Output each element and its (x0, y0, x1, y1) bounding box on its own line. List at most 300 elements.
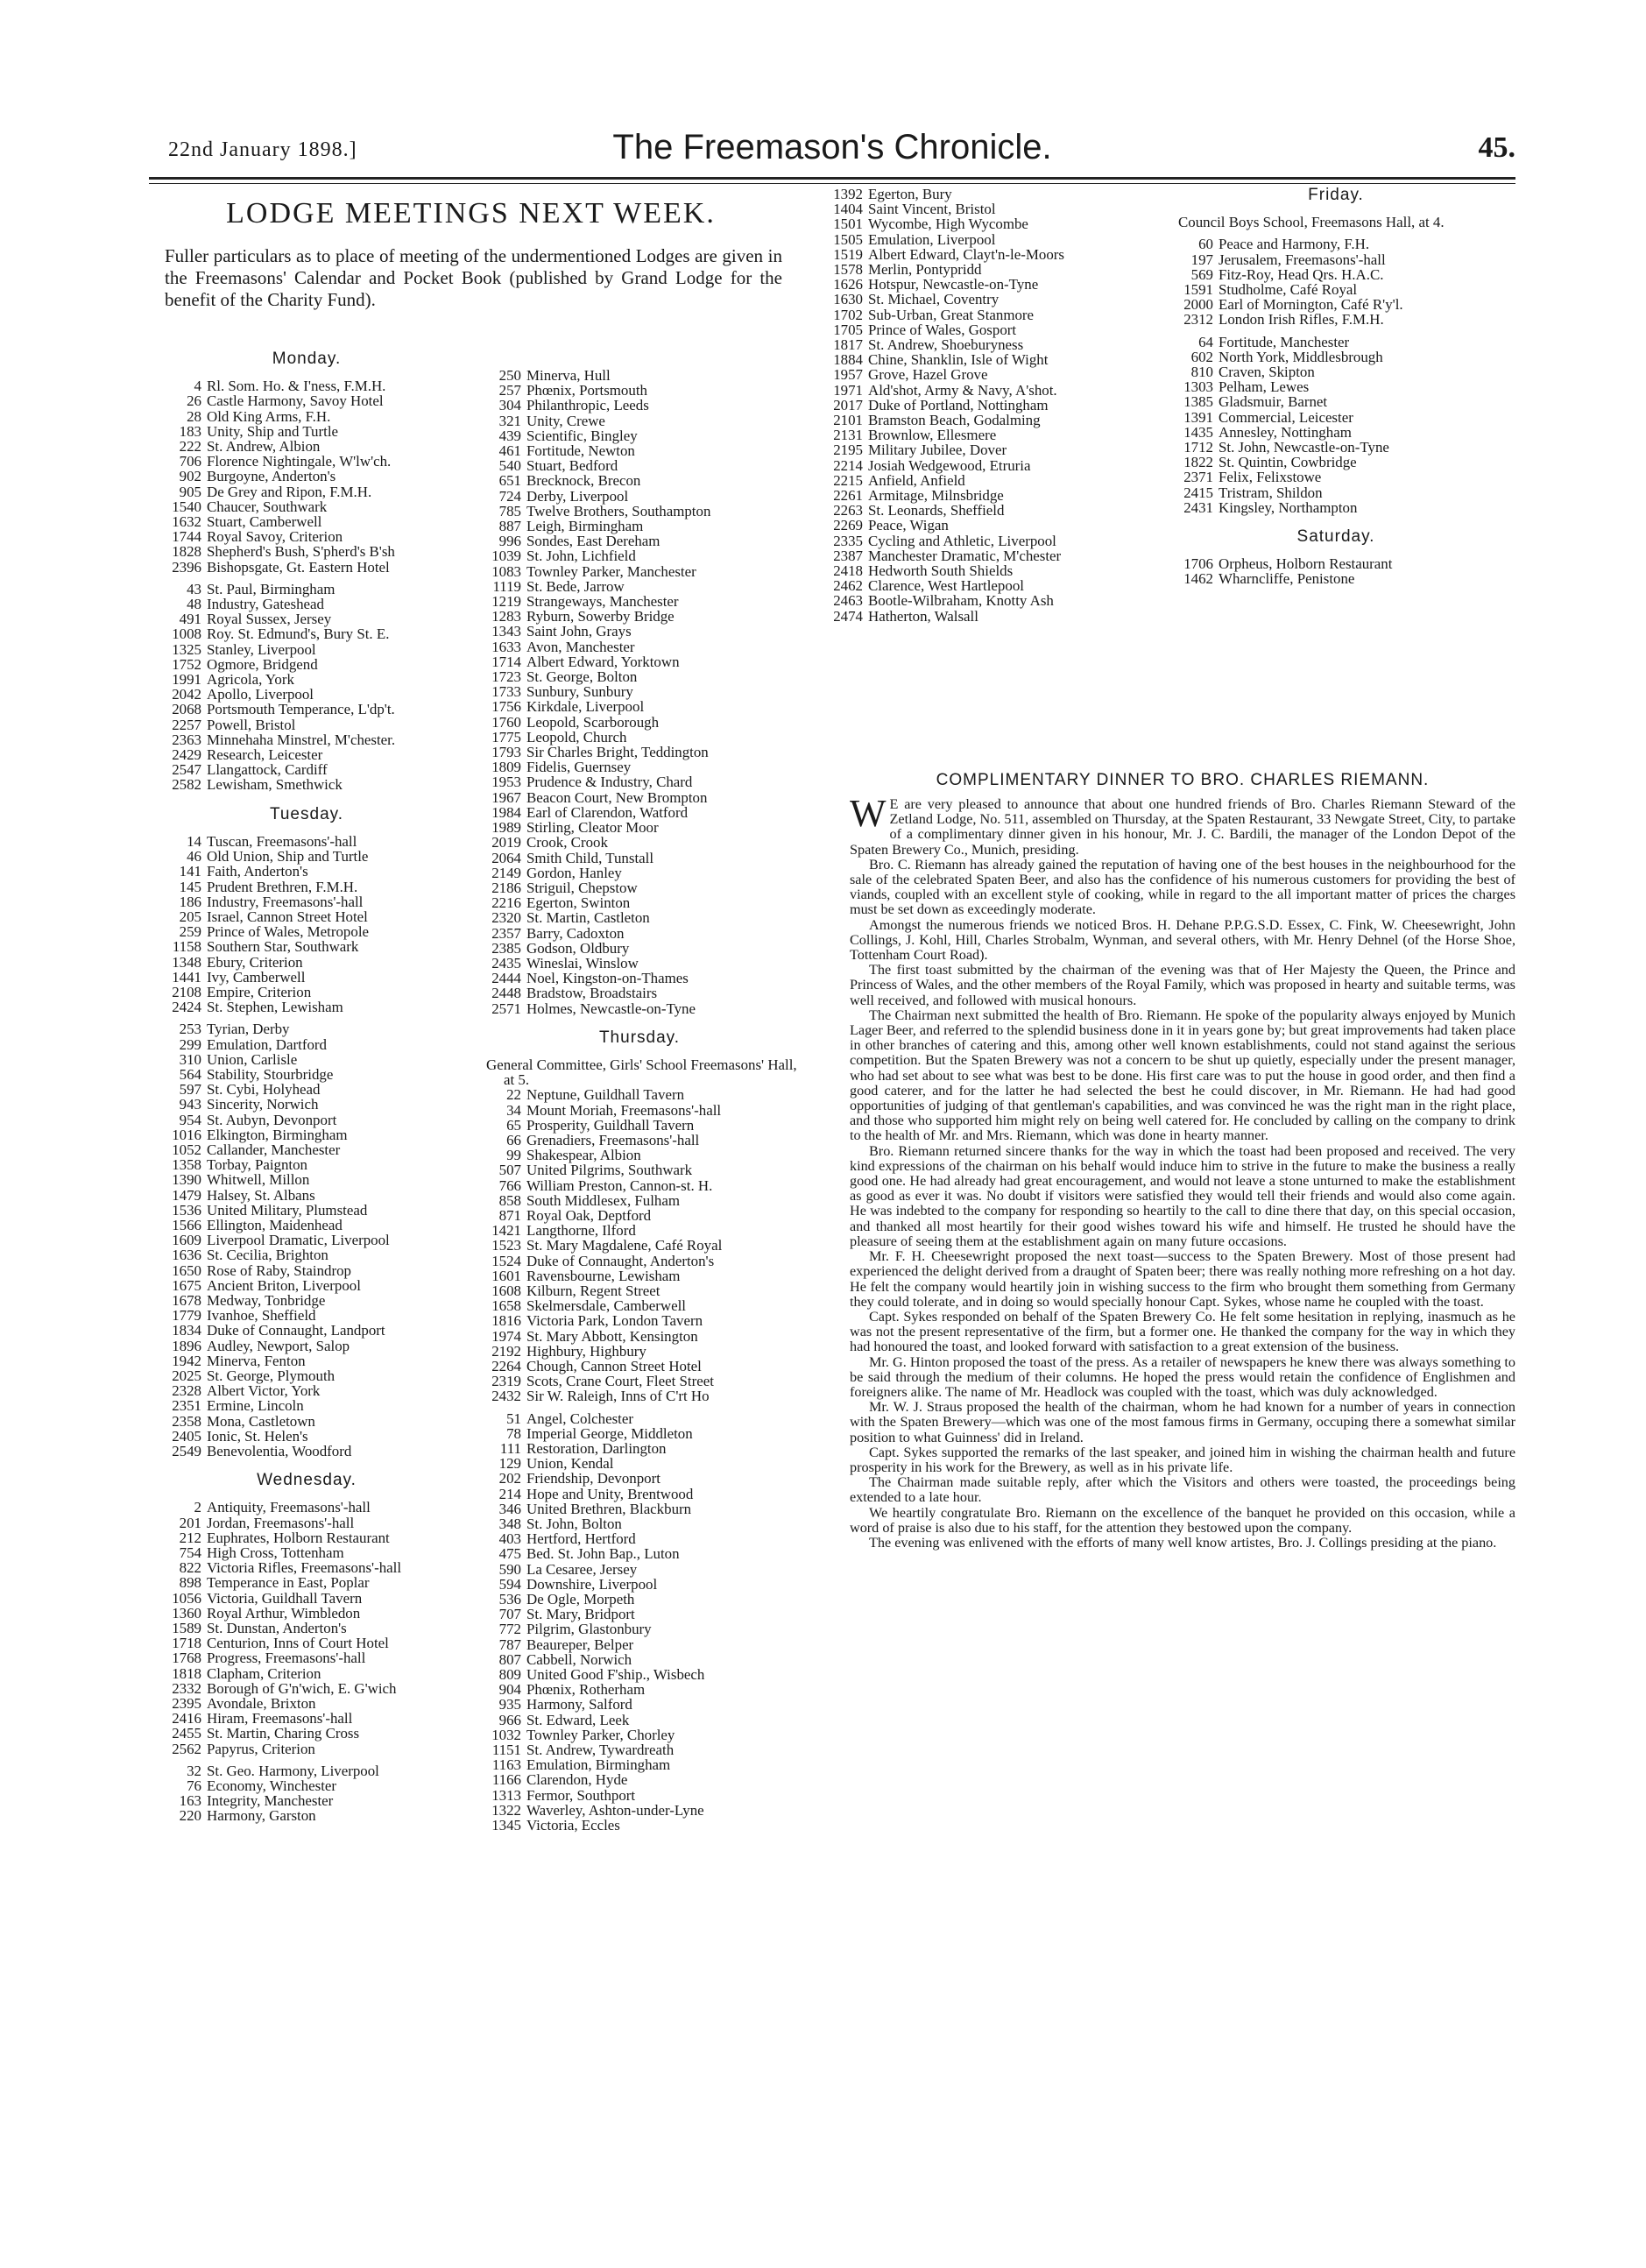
lodge-entry (149, 514, 464, 529)
lodge-name-place: Sir Charles Bright, Teddington (526, 744, 709, 761)
lodge-number: 898 (179, 1574, 201, 1592)
lodge-number: 64 (1198, 333, 1213, 350)
lodge-number: 1718 (172, 1635, 201, 1652)
lodge-number: 996 (498, 533, 521, 550)
lodge-number: 1967 (491, 788, 521, 806)
lodge-name-place: Armitage, Milnsbridge (868, 487, 1004, 505)
lodge-number: 766 (498, 1176, 521, 1194)
lodge-name-place: Bootle-Wilbraham, Knotty Ash (868, 592, 1054, 610)
lodge-name-place: St. John, Lichfield (526, 548, 636, 565)
lodge-entry (149, 1142, 464, 1157)
lodge-number: 1712 (1183, 439, 1213, 456)
lodge-entry (469, 1456, 810, 1471)
lodge-number: 141 (179, 863, 201, 880)
lodge-name-place: St. Mary, Bridport (526, 1606, 635, 1623)
lodge-number: 14 (187, 832, 201, 850)
lodge-entry (810, 307, 1161, 322)
lodge-number: 1441 (172, 968, 201, 986)
lodge-number: 1385 (1183, 393, 1213, 411)
lodge-entry (810, 458, 1161, 473)
lodge-number: 1462 (1183, 570, 1213, 588)
lodge-entry (149, 1082, 464, 1097)
lodge-entry (810, 337, 1161, 352)
lodge-entry (469, 1254, 810, 1268)
lodge-entry (469, 458, 810, 473)
lodge-name-place: Restoration, Darlington (526, 1440, 667, 1458)
lodge-entry (149, 1414, 464, 1429)
lodge-number: 2418 (833, 562, 863, 580)
lodge-list (1161, 237, 1511, 327)
lodge-entry (469, 1757, 810, 1772)
article-paragraph: The Chairman made suitable reply, after which the Visitors and others were toasted, the proceedings being extended to a late hour. (850, 1474, 1515, 1506)
lodge-number: 1991 (172, 671, 201, 689)
lodge-name-place: St. Andrew, Shoeburyness (868, 336, 1024, 354)
paragraph-text: E are very pleased to announce that about one hundred friends of Bro. Charles Riemann Steward of the Zetland Lodge, No. 511, assembled on Thursday, at the Spaten Restaurant, 33 Newgate Street, City, to partake of a complimentary dinner given in his honour, Mr. J. C. Bardili, the manager of the London Depot of the Spaten Brewery Co., Munich, presiding. (850, 796, 1515, 858)
lodge-entry (469, 1103, 810, 1118)
lodge-entry (149, 642, 464, 657)
lodge-entry (469, 669, 810, 684)
lodge-number: 310 (179, 1050, 201, 1068)
column-2 (469, 368, 810, 1833)
lodge-name-place: Fidelis, Guernsey (526, 759, 632, 776)
lodge-number: 1039 (491, 548, 521, 565)
lodge-entry (149, 393, 464, 408)
lodge-entry (149, 1429, 464, 1444)
lodge-name-place: Leigh, Birmingham (526, 518, 644, 535)
lodge-entry (810, 548, 1161, 563)
lodge-entry (469, 1471, 810, 1486)
lodge-entry (469, 1803, 810, 1818)
lodge-name-place: Commercial, Leicester (1219, 408, 1353, 426)
article-paragraph: The Chairman next submitted the health of Bro. Riemann. He spoke of the popularity always enjoyed by Munich Lager Beer, and referred to the splendid business done in it in years gone by; but great improvements had taken place in other branches of catering and this, among other well known establishments, could not stand against the serious competition. But the Spaten Brewery was not a concern to be shut up quietly, especially under the present manager, who had set about to see what was best to be done. His first care was to put the house in good order, and then find a good caterer, and for the latter he had selected the best he could discover, in Mr. Riemann. He had had good opportunities of judging of that gentleman's capabilities, and was convinced he was the right man in the right place, and those who supported him might rely on being well catered for. He concluded by calling on the company to drink to the health of Mr. and Mrs. Riemann, which was done in hearty manner. (850, 1007, 1515, 1144)
lodge-number: 1345 (491, 1817, 521, 1834)
lodge-number: 2108 (172, 983, 201, 1000)
lodge-name-place: Holmes, Newcastle-on-Tyne (526, 1000, 696, 1017)
lodge-entry (810, 563, 1161, 578)
lodge-entry (469, 895, 810, 910)
lodge-entry (469, 428, 810, 443)
lodge-entry (149, 1398, 464, 1413)
lodge-entry (149, 717, 464, 732)
lodge-number: 1391 (1183, 408, 1213, 426)
lodge-number: 2357 (491, 924, 521, 942)
lodge-number: 2335 (833, 532, 863, 549)
lodge-entry (149, 657, 464, 672)
lodge-entry (469, 1487, 810, 1501)
lodge-number: 2363 (172, 731, 201, 748)
lodge-list (469, 1087, 810, 1403)
lodge-name-place: St. Stephen, Lewisham (207, 999, 343, 1016)
lodge-number: 1325 (172, 640, 201, 658)
lodge-entry (149, 1666, 464, 1681)
lodge-name-place: Ivanhoe, Sheffield (207, 1307, 316, 1325)
lodge-name-place: Stuart, Bedford (526, 457, 618, 475)
lodge-entry (149, 747, 464, 762)
lodge-name-place: Rl. Som. Ho. & I'ness, F.M.H. (207, 378, 386, 395)
lodge-name-place: Striguil, Chepstow (526, 879, 638, 896)
lodge-name-place: Imperial George, Middleton (526, 1424, 693, 1442)
lodge-entry (469, 624, 810, 639)
lodge-entry (1161, 556, 1511, 571)
lodge-name-place: Albert Victor, York (207, 1382, 321, 1400)
lodge-number: 2462 (833, 577, 863, 595)
lodge-entry (149, 1696, 464, 1711)
lodge-entry (810, 187, 1161, 201)
day-heading-saturday: Saturday. (1296, 527, 1375, 547)
lodge-number: 26 (187, 392, 201, 410)
lodge-entry (149, 1575, 464, 1590)
lodge-name-place: Grove, Hazel Grove (868, 366, 988, 384)
lodge-number: 887 (498, 518, 521, 535)
lodge-number: 809 (498, 1666, 521, 1684)
lodge-name-place: Integrity, Manchester (207, 1792, 334, 1810)
lodge-name-place: Manchester Dramatic, M'chester (868, 547, 1062, 564)
lodge-name-place: Hotspur, Newcastle-on-Tyne (868, 276, 1039, 293)
lodge-number: 1723 (491, 668, 521, 686)
lodge-entry (149, 1383, 464, 1398)
lodge-number: 1756 (491, 698, 521, 716)
lodge-number: 491 (179, 611, 201, 628)
lodge-entry (149, 1636, 464, 1650)
lodge-name-place: Ald'shot, Army & Navy, A'shot. (868, 381, 1057, 399)
lodge-number: 2019 (491, 834, 521, 851)
lodge-number: 1626 (833, 276, 863, 293)
article-paragraph: We heartily congratulate Bro. Riemann on the excellence of the banquet he provided on this occasion, while a word of praise is also due to his staff, for the attention they bestowed upon the company. (850, 1504, 1515, 1536)
lodge-number: 2385 (491, 939, 521, 957)
lodge-entry (149, 777, 464, 792)
lodge-name-place: Faith, Anderton's (207, 863, 308, 880)
lodge-name-place: Scientific, Bingley (526, 427, 638, 444)
lodge-name-place: La Cesaree, Jersey (526, 1560, 638, 1578)
lodge-entry (469, 1313, 810, 1328)
lodge-number: 1744 (172, 528, 201, 546)
lodge-entry (469, 1193, 810, 1208)
lodge-entry (149, 484, 464, 499)
lodge-entry (469, 1374, 810, 1388)
lodge-number: 1083 (491, 562, 521, 580)
lodge-name-place: Clarendon, Hyde (526, 1771, 628, 1789)
lodge-entry (469, 851, 810, 866)
lodge-name-place: Avondale, Brixton (207, 1695, 316, 1713)
lodge-name-place: Union, Carlisle (207, 1050, 298, 1068)
lodge-number: 2455 (172, 1725, 201, 1742)
lodge-number: 810 (1190, 364, 1213, 381)
lodge-number: 1608 (491, 1282, 521, 1299)
lodge-name-place: London Irish Rifles, F.M.H. (1219, 311, 1384, 329)
lodge-name-place: Langthorne, Ilford (526, 1222, 636, 1240)
lodge-name-place: Angel, Colchester (526, 1410, 633, 1427)
lodge-number: 214 (498, 1485, 521, 1502)
lodge-entry (469, 790, 810, 805)
lodge-name-place: Royal Arthur, Wimbledon (207, 1604, 361, 1622)
lodge-entry (149, 1097, 464, 1112)
lodge-number: 1818 (172, 1664, 201, 1682)
lodge-number: 1524 (491, 1252, 521, 1269)
lodge-number: 1566 (172, 1216, 201, 1233)
lodge-name-place: Sir W. Raleigh, Inns of C'rt Ho (526, 1388, 710, 1405)
lodge-entry (469, 1426, 810, 1441)
lodge-number: 1775 (491, 728, 521, 745)
lodge-name-place: Tristram, Shildon (1219, 484, 1323, 501)
lodge-entry (1161, 297, 1511, 312)
lodge-entry (469, 1283, 810, 1298)
lodge-name-place: Skelmersdale, Camberwell (526, 1297, 686, 1315)
lodge-number: 1817 (833, 336, 863, 354)
lodge-number: 822 (179, 1559, 201, 1577)
lodge-number: 2448 (491, 985, 521, 1002)
lodge-name-place: Egerton, Bury (868, 186, 952, 202)
lodge-entry (1161, 237, 1511, 251)
lodge-number: 348 (498, 1516, 521, 1533)
lodge-name-place: United Good F'ship., Wisbech (526, 1666, 705, 1684)
lodge-number: 48 (187, 596, 201, 613)
day-heading-thursday: Thursday. (598, 1028, 681, 1047)
lodge-entry (149, 1021, 464, 1036)
lodge-name-place: Borough of G'n'wich, E. G'wich (207, 1679, 397, 1697)
lodge-list (149, 1763, 464, 1824)
lodge-number: 2257 (172, 716, 201, 733)
lodge-number: 2547 (172, 761, 201, 779)
lodge-number: 1591 (1183, 281, 1213, 299)
lodge-number: 902 (179, 468, 201, 485)
lodge-number: 1016 (172, 1126, 201, 1143)
lodge-entry (469, 1238, 810, 1253)
lodge-name-place: De Ogle, Morpeth (526, 1591, 635, 1608)
article-paragraph: Mr. F. H. Cheesewright proposed the next toast—success to the Spaten Brewery. Most of those present had experienced the delight derived from a draught of Spaten beer; there was really nothing more refreshing on a hot day. He felt the company would heartily join in wishing success to the firm who brought them something from Germany they could tolerate, and in doing so would specially honour Capt. Sykes, whose name he coupled with the toast. (850, 1248, 1515, 1310)
lodge-name-place: Antiquity, Freemasons'-hall (207, 1499, 371, 1516)
lodge-entry (469, 1652, 810, 1667)
lodge-name-place: Ellington, Maidenhead (207, 1216, 343, 1233)
lodge-list (149, 1500, 464, 1756)
lodge-entry (469, 594, 810, 609)
lodge-name-place: Friendship, Devonport (526, 1470, 661, 1487)
lodge-entry (469, 699, 810, 714)
lodge-entry (149, 409, 464, 424)
lodge-entry (469, 368, 810, 383)
lodge-number: 1523 (491, 1237, 521, 1254)
lodge-entry (149, 894, 464, 909)
lodge-number: 904 (498, 1681, 521, 1699)
lodge-entry (149, 1293, 464, 1308)
lodge-number: 2017 (833, 396, 863, 413)
friday-note: Council Boys School, Freemasons Hall, at 4. (1178, 214, 1445, 231)
lodge-number: 1658 (491, 1297, 521, 1315)
lodge-entry (810, 247, 1161, 262)
lodge-entry (149, 499, 464, 514)
header-rule (149, 177, 1515, 180)
day-heading-wednesday: Wednesday. (257, 1471, 357, 1490)
lodge-number: 111 (499, 1440, 521, 1458)
lodge-entry (149, 702, 464, 717)
lodge-number: 2319 (491, 1373, 521, 1390)
lodge-number: 220 (179, 1807, 201, 1825)
lodge-name-place: Gladsmuir, Barnet (1219, 393, 1328, 411)
lodge-name-place: United Military, Plumstead (207, 1201, 368, 1219)
lodge-number: 707 (498, 1606, 521, 1623)
lodge-entry (1161, 379, 1511, 394)
lodge-number: 2396 (172, 558, 201, 576)
lodge-entry (469, 805, 810, 820)
lodge-name-place: St. John, Newcastle-on-Tyne (1219, 439, 1389, 456)
lodge-entry (810, 201, 1161, 216)
lodge-name-place: Stanley, Liverpool (207, 640, 316, 658)
lodge-name-place: Stuart, Camberwell (207, 513, 322, 531)
lodge-number: 1008 (172, 625, 201, 643)
lodge-number: 1163 (491, 1756, 521, 1774)
lodge-name-place: St. Quintin, Cowbridge (1219, 454, 1357, 471)
lodge-name-place: Earl of Clarendon, Watford (526, 803, 689, 821)
lodge-entry (469, 684, 810, 699)
lodge-name-place: Albert Edward, Clayt'n-le-Moors (868, 245, 1064, 263)
lodge-name-place: Duke of Connaught, Landport (207, 1322, 385, 1339)
lodge-number: 2395 (172, 1695, 201, 1713)
lodge-name-place: Crook, Crook (526, 834, 608, 851)
lodge-name-place: High Cross, Tottenham (207, 1544, 344, 1562)
lodge-entry (149, 1037, 464, 1052)
lodge-entry (469, 1713, 810, 1727)
page-header (149, 123, 1515, 175)
lodge-number: 2025 (172, 1367, 201, 1384)
lodge-entry (469, 1501, 810, 1516)
lodge-name-place: Victoria Park, London Tavern (526, 1312, 703, 1330)
lodge-number: 1501 (833, 215, 863, 233)
lodge-name-place: Lewisham, Smethwick (207, 776, 343, 794)
article-paragraph: The evening was enlivened with the efforts of many well know artistes, Bro. J. Collings presiding at the piano. (869, 1534, 1497, 1551)
lodge-name-place: Audley, Newport, Salop (207, 1337, 350, 1354)
lodge-name-place: Hiram, Freemasons'-hall (207, 1710, 353, 1727)
lodge-name-place: Liverpool Dramatic, Liverpool (207, 1232, 390, 1249)
lodge-number: 1675 (172, 1276, 201, 1294)
lodge-name-place: Tuscan, Freemasons'-hall (207, 832, 357, 850)
lodge-number: 1760 (491, 713, 521, 731)
lodge-name-place: Industry, Gateshead (207, 596, 324, 613)
lodge-list (149, 582, 464, 793)
lodge-entry (149, 732, 464, 747)
lodge-entry (469, 941, 810, 956)
lodge-number: 28 (187, 407, 201, 425)
lodge-entry (149, 1323, 464, 1338)
lodge-number: 954 (179, 1111, 201, 1128)
lodge-list (1161, 556, 1511, 586)
lodge-name-place: Grenadiers, Freemasons'-hall (526, 1131, 700, 1148)
lodge-number: 651 (498, 472, 521, 490)
lodge-number: 2463 (833, 592, 863, 610)
lodge-entry (469, 1268, 810, 1283)
lodge-entry (469, 910, 810, 925)
lodge-entry (469, 971, 810, 986)
lodge-entry (149, 626, 464, 641)
lodge-number: 321 (498, 412, 521, 429)
lodge-number: 1678 (172, 1291, 201, 1309)
lodge-number: 2549 (172, 1443, 201, 1460)
lodge-number: 2424 (172, 999, 201, 1016)
lodge-number: 201 (179, 1514, 201, 1531)
lodge-entry (149, 762, 464, 777)
lodge-entry (149, 1218, 464, 1233)
lodge-name-place: Kingsley, Northampton (1219, 498, 1358, 516)
lodge-entry (149, 454, 464, 469)
lodge-entry (149, 672, 464, 687)
lodge-entry (469, 1223, 810, 1238)
lodge-number: 1519 (833, 245, 863, 263)
lodge-name-place: Tyrian, Derby (207, 1021, 290, 1038)
lodge-name-place: Avon, Manchester (526, 638, 635, 655)
lodge-name-place: Saint Vincent, Bristol (868, 201, 996, 218)
lodge-name-place: St. Mary Magdalene, Café Royal (526, 1237, 723, 1254)
lodge-name-place: Ryburn, Sowerby Bridge (526, 608, 675, 625)
lodge-entry (469, 1441, 810, 1456)
lodge-number: 2101 (833, 412, 863, 429)
lodge-entry (1161, 470, 1511, 484)
lodge-number: 724 (498, 487, 521, 505)
lodge-name-place: Beacon Court, New Brompton (526, 788, 708, 806)
lodge-number: 2429 (172, 746, 201, 764)
lodge-name-place: Burgoyne, Anderton's (207, 468, 336, 485)
lodge-entry (149, 955, 464, 970)
lodge-number: 1779 (172, 1307, 201, 1325)
article-paragraph: Capt. Sykes responded on behalf of the Spaten Brewery Co. He felt some hesitation in replying, inasmuch as he was not the present representative of the firm, but a former one. He thanked the company for the way in which they had honoured the toast, and looked forward with satisfaction to a great extension of the business. (850, 1308, 1515, 1355)
lodge-name-place: Duke of Portland, Nottingham (868, 396, 1049, 413)
lodge-name-place: Shepherd's Bush, S'pherd's B'sh (207, 543, 395, 561)
lodge-entry (149, 582, 464, 597)
lodge-entry (810, 578, 1161, 593)
lodge-entry (1161, 350, 1511, 364)
lodge-entry (149, 1188, 464, 1203)
lodge-name-place: Phœnix, Portsmouth (526, 382, 647, 399)
lodge-entry (469, 926, 810, 941)
lodge-entry (469, 1622, 810, 1636)
lodge-number: 461 (498, 442, 521, 460)
lodge-name-place: Sub-Urban, Great Stanmore (868, 306, 1035, 323)
lodge-entry (1161, 571, 1511, 586)
lodge-entry (149, 909, 464, 924)
lodge-entry (469, 1637, 810, 1652)
lodge-entry (469, 489, 810, 504)
lodge-entry (149, 1591, 464, 1606)
lodge-name-place: Fortitude, Manchester (1219, 333, 1350, 350)
lodge-entry (810, 292, 1161, 307)
lodge-entry (149, 1763, 464, 1778)
lodge-entry (810, 533, 1161, 548)
lodge-name-place: Noel, Kingston-on-Thames (526, 970, 689, 987)
lodge-number: 1942 (172, 1352, 201, 1369)
lodge-entry (810, 367, 1161, 382)
lodge-name-place: Callander, Manchester (207, 1141, 341, 1158)
lodge-number: 2431 (1183, 498, 1213, 516)
lodge-number: 1404 (833, 201, 863, 218)
lodge-name-place: Prudent Brethren, F.M.H. (207, 878, 358, 895)
lodge-number: 1119 (492, 577, 521, 595)
lodge-number: 1633 (491, 638, 521, 655)
lodge-name-place: Smith Child, Tunstall (526, 849, 654, 866)
lodge-name-place: Minerva, Hull (526, 367, 611, 384)
lodge-number: 1601 (491, 1267, 521, 1284)
lodge-entry (1161, 440, 1511, 455)
day-heading-friday: Friday. (1308, 186, 1364, 204)
lodge-name-place: Saint John, Grays (526, 623, 632, 640)
lodge-number: 754 (179, 1544, 201, 1562)
lodge-entry (469, 654, 810, 669)
lodge-entry (1161, 335, 1511, 350)
lodge-entry (469, 1562, 810, 1577)
lodge-entry (469, 774, 810, 789)
drop-cap: W (850, 792, 887, 835)
lodge-number: 1650 (172, 1261, 201, 1279)
lodge-name-place: St. Edward, Leek (526, 1711, 630, 1728)
lodge-name-place: St. Bede, Jarrow (526, 577, 625, 595)
lodge-name-place: Progress, Freemasons'-hall (207, 1650, 366, 1667)
lodge-name-place: Unity, Ship and Turtle (207, 422, 339, 440)
